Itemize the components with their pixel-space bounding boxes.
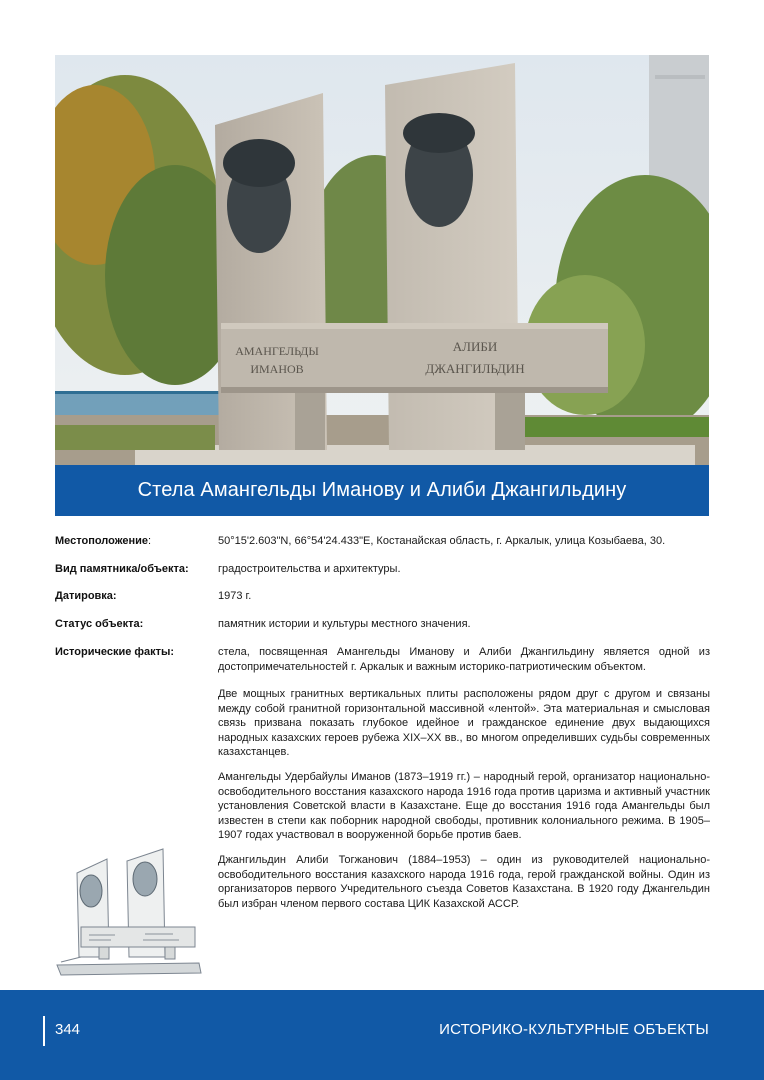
- field-label: Местоположение:: [55, 535, 152, 547]
- field-value: памятник истории и культуры местного значения.: [218, 618, 471, 630]
- history-paragraph: стела, посвященная Амангельды Иманову и Алиби Джангильдину является одной из достопримечательностей г. Аркалык и важным историко-патриотическим объектом.: [218, 646, 710, 673]
- inscription-right-line1: АЛИБИ: [452, 339, 498, 354]
- monument-photo: [55, 55, 709, 465]
- monument-sketch: [55, 845, 205, 980]
- field-label: Датировка:: [55, 590, 117, 602]
- inscription-left-line2: ИМАНОВ: [250, 362, 304, 376]
- field-value: градостроительства и архитектуры.: [218, 563, 401, 575]
- field-label: Исторические факты:: [55, 646, 175, 658]
- field-value: 1973 г.: [218, 590, 252, 602]
- section-title: ИСТОРИКО-КУЛЬТУРНЫЕ ОБЪЕКТЫ: [439, 1021, 709, 1038]
- history-paragraph: Две мощных гранитных вертикальных плиты расположены рядом друг с другом и связаны между собой гранитной горизонтальной массивной «лентой». Эта материальная и смысловая связь призвана показать глубокое идейное и гражданское единение двух выдающихся народных казахских героев рубежа XIX–XX вв., во многом определивших судьбы современных казахстанцев.: [218, 688, 710, 759]
- inscription-right-line2: ДЖАНГИЛЬДИН: [425, 361, 525, 376]
- inscription-left-line1: АМАНГЕЛЬДЫ: [235, 344, 319, 358]
- field-value: 50°15'2.603"N, 66°54'24.433"E, Костанайская область, г. Аркалык, улица Козыбаева, 30.: [218, 535, 666, 547]
- page-number: 344: [55, 1021, 81, 1038]
- title-banner: [55, 465, 709, 516]
- history-paragraph: Амангельды Удербайулы Иманов (1873–1919 гг.) – народный герой, организатор национально-освободительного восстания казахского народа 1916 года против царизма и активный участник установления Советской власти в Казахстане. Еще до восстания 1916 года Амангельды был известен в степи как поборник народной свободы, противник колониального режима. В 1905–1907 годах участвовал в вооруженной борьбе против баев.: [218, 771, 710, 842]
- page-title: Стела Амангельды Иманову и Алиби Джангильдину: [137, 479, 627, 501]
- field-label: Вид памятника/объекта:: [55, 563, 189, 575]
- footer-divider: [43, 1016, 45, 1046]
- history-paragraph: Джангильдин Алиби Тогжанович (1884–1953) – один из руководителей национально-освободительного восстания казахского народа 1916 года, герой гражданской войны. Один из организаторов первого Учредительного съезда Советов Казахстана. В 1920 году Джангельдин был избран членом первого состава ЦИК Казахской АССР.: [218, 854, 710, 910]
- field-label: Статус объекта:: [55, 618, 144, 630]
